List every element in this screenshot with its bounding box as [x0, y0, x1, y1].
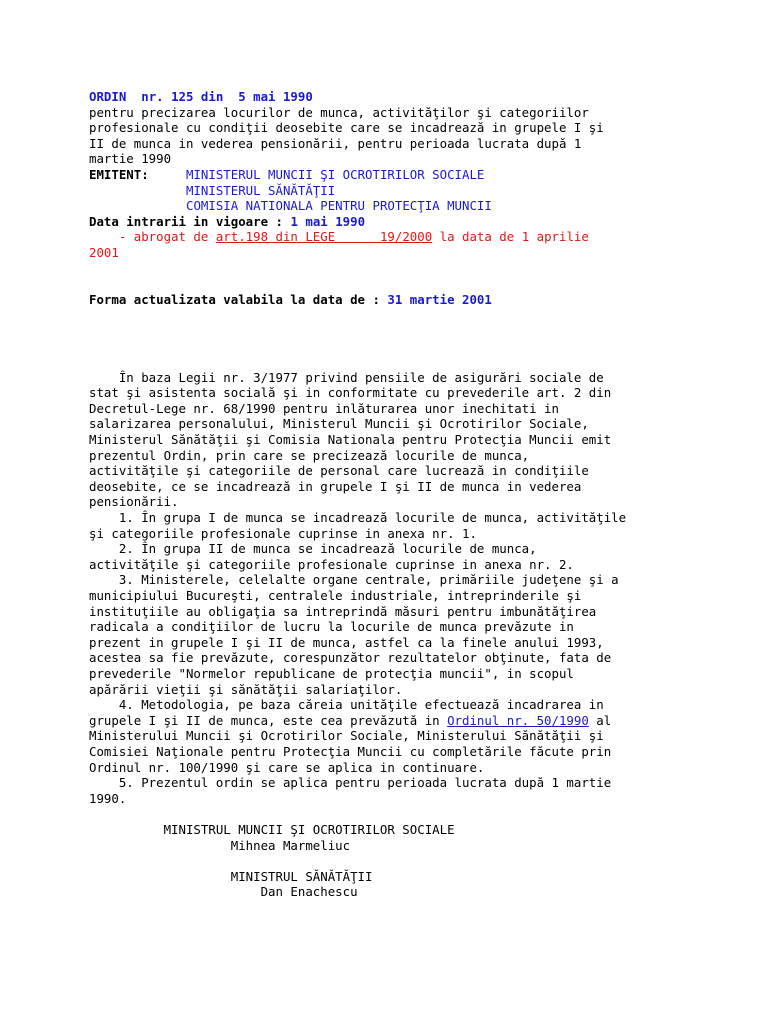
- text-line: 5. Prezentul ordin se aplica pentru perioada lucrata după 1 martie: [89, 775, 612, 791]
- emitent-block: [89, 167, 689, 214]
- text-line: În baza Legii nr. 3/1977 privind pensiile de asigurări sociale de: [89, 369, 604, 385]
- article-3: [89, 572, 689, 697]
- text-line: radicala a condiţiilor de lucru la locurile de munca prevăzute in: [89, 619, 574, 635]
- ordin-title: [89, 105, 689, 167]
- signatures: [89, 822, 689, 900]
- text-line: acestea sa fie prevăzute, corespunzător rezultatelor obţinute, fata de: [89, 650, 612, 666]
- text-line: Decretul-Lege nr. 68/1990 pentru inlăturarea unor inechitati in: [89, 400, 559, 416]
- article-2: [89, 541, 689, 572]
- text-line: salarizarea personalului, Ministerul Muncii şi Ocrotirilor Sociale,: [89, 416, 589, 432]
- signature-title: MINISTRUL MUNCII ŞI OCROTIRILOR SOCIALE: [89, 821, 455, 837]
- title-line: pentru precizarea locurilor de munca, activităţilor şi categoriilor: [89, 104, 589, 120]
- text-line: Ordinul nr. 100/1990 şi care se aplica in continuare.: [89, 759, 485, 775]
- text-fragment: grupele I şi II de munca, este cea prevăzută in: [89, 712, 448, 728]
- emitent-name: MINISTERUL MUNCII ŞI OCROTIRILOR SOCIALE: [186, 166, 485, 182]
- signature-name: Dan Enachescu: [89, 884, 358, 900]
- data-intrarii-value: 1 mai 1990: [290, 213, 366, 229]
- text-line: instituţiile au obligaţia sa intreprindă măsuri pentru imbunătăţirea: [89, 603, 597, 619]
- text-line: Ministerul Sănătăţii şi Comisia Nationala pentru Protecţia Muncii emit: [89, 432, 612, 448]
- text-line: 2. În grupa II de munca se incadrează locurile de munca,: [89, 541, 537, 557]
- emitent-name: MINISTERUL SĂNĂTĂŢII: [185, 182, 336, 198]
- intro-paragraph: [89, 370, 689, 510]
- text-line: şi categoriile profesionale cuprinse in anexa nr. 1.: [89, 525, 477, 541]
- ordin-heading: [89, 89, 689, 105]
- ordin-number: nr. 125 din 5 mai 1990: [141, 89, 313, 104]
- data-intrarii-label: Data intrarii in vigoare :: [89, 213, 283, 229]
- data-intrarii: [89, 214, 689, 230]
- forma-label: Forma actualizata valabila la data de :: [89, 291, 380, 307]
- title-line: II de munca in vederea pensionării, pentru perioada lucrata după 1: [89, 135, 582, 151]
- text-line: Ministerului Muncii şi Ocrotirilor Sociale, Ministerului Sănătăţii şi: [89, 728, 604, 744]
- abrogat-line2: 2001: [89, 244, 119, 260]
- emitent-label: EMITENT:: [89, 166, 149, 182]
- text-line: activităţile şi categoriile de personal care lucrează in condiţiile: [89, 463, 589, 479]
- ordinul-50-1990-link[interactable]: Ordinul nr. 50/1990: [447, 712, 589, 728]
- abrogat-suffix: la data de 1 aprilie: [432, 229, 589, 245]
- text-line: prevederile "Normelor republicane de protecţia muncii", in scopul: [89, 665, 574, 681]
- text-line: pensionării.: [89, 494, 179, 510]
- article-1: [89, 510, 689, 541]
- forma-value: 31 martie 2001: [387, 291, 492, 307]
- article-5: [89, 775, 689, 806]
- text-line: 1990.: [89, 790, 127, 806]
- abrogat-link[interactable]: art.198 din LEGE 19/2000: [215, 229, 433, 245]
- ordin-label: ORDIN: [89, 89, 127, 104]
- text-line: Comisiei Naţionale pentru Protecţia Muncii cu completările făcute prin: [89, 743, 612, 759]
- text-line: activităţile şi categoriile profesionale cuprinse in anexa nr. 2.: [89, 556, 574, 572]
- article-4: [89, 697, 689, 775]
- text-line: 3. Ministerele, celelalte organe centrale, primăriile judeţene şi a: [89, 572, 619, 588]
- text-line: prezent in grupele I şi II de munca, astfel ca la finele anului 1993,: [89, 634, 604, 650]
- emitent-name: COMISIA NATIONALA PENTRU PROTECŢIA MUNCII: [185, 198, 492, 214]
- text-line: prezentul Ordin, prin care se precizează locurile de munca,: [89, 447, 530, 463]
- text-line: stat şi asistenta socială şi in conformitate cu prevederile art. 2 din: [89, 385, 612, 401]
- text-line: 4. Metodologia, pe baza căreia unităţile efectuează incadrarea in: [89, 697, 604, 713]
- text-fragment: al: [588, 712, 612, 728]
- document: [89, 89, 689, 900]
- abrogat-note: [89, 229, 689, 260]
- signature-spacer: [89, 853, 689, 869]
- signature-title: MINISTRUL SĂNĂTĂŢII: [89, 868, 373, 884]
- text-line: apărării vieţii şi sănătăţii salariaţilor.: [89, 681, 403, 697]
- title-line: profesionale cu condiţii deosebite care se incadrează in grupele I şi: [89, 120, 604, 136]
- abrogat-prefix: - abrogat de: [89, 229, 216, 245]
- forma-actualizata: [89, 292, 689, 308]
- text-line: deosebite, ce se incadrează in grupele I şi II de munca in vederea: [89, 478, 582, 494]
- signature-name: Mihnea Marmeliuc: [89, 837, 351, 853]
- title-line: martie 1990: [89, 151, 172, 167]
- text-line: municipiului Bucureşti, centralele industriale, intreprinderile şi: [89, 588, 582, 603]
- text-line: 1. În grupa I de munca se incadrează locurile de munca, activităţile: [89, 510, 627, 526]
